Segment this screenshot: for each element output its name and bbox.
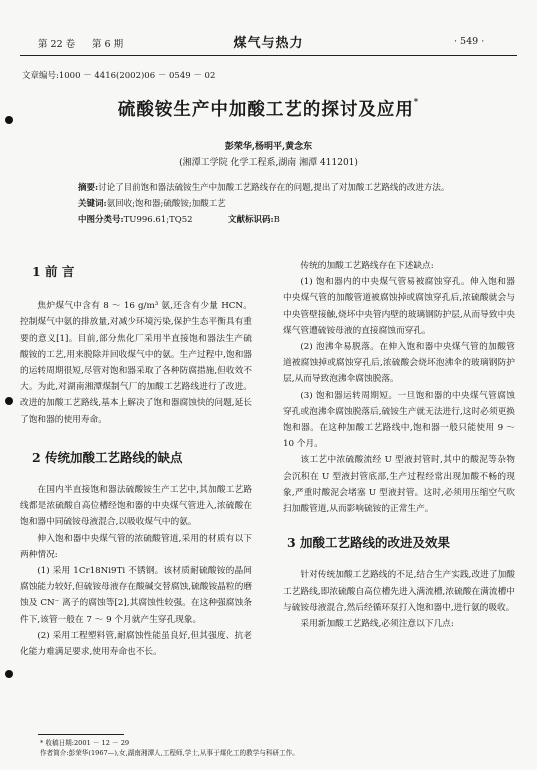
abstract: [78, 180, 473, 196]
clc-label: 中图分类号:: [78, 215, 124, 225]
paragraph: (1) 饱和器内的中央煤气管易被腐蚀穿孔。伸入饱和器中央煤气管的加酸管道被腐蚀掉或腐蚀穿孔后,浓硫酸就会与中央管壁接触,烧坏中央管内壁的玻璃钢防护层,从而导致中央煤气管遭硫铵母液的直接腐蚀而穿孔。: [283, 277, 515, 336]
keywords-label: 关键词:: [78, 199, 107, 209]
journal-name: 煤气与热力: [233, 36, 304, 51]
paragraph: (2) 泡沸伞易脱落。在伸入饱和器中央煤气管的加酸管道被腐蚀掉或腐蚀穿孔后,浓硫酸会烧坏泡沸伞的玻璃钢防护层,从而导致泡沸伞腐蚀脱落。: [283, 342, 515, 385]
binder-hole-mark: [5, 397, 13, 405]
issue-label: 第 6 期: [92, 39, 124, 50]
section-3-heading: 3 加酸工艺路线的改进及效果: [287, 535, 451, 551]
page-number: · 549 ·: [454, 36, 485, 47]
volume-label: 第 22 卷: [38, 39, 76, 50]
paragraph: 传统的加酸工艺路线存在下述缺点:: [300, 261, 434, 271]
classification: [78, 212, 473, 228]
abstract-block: [78, 180, 473, 228]
paragraph: (3) 饱和器运转周期短。一旦饱和器的中央煤气管腐蚀穿孔或泡沸伞腐蚀脱落后,硫铵生产就无法进行,这时必须更换饱和器。在这种加酸工艺路线中,饱和器一般只能使用 9 ～ 10 个月。: [283, 390, 515, 450]
paragraph: 在国内半直接饱和器法硫酸铵生产工艺中,其加酸工艺路线都是浓硫酸自高位槽经饱和器的中央煤气管进入,浓硫酸在饱和器中同硫铵母液混合,以吸收煤气中的氨。: [20, 485, 252, 528]
binder-hole-mark: [5, 670, 13, 678]
left-column: [20, 258, 252, 660]
keywords: [78, 196, 473, 212]
title-footnote-mark: *: [413, 96, 420, 106]
affiliation: (湘潭工学院 化学工程系,湖南 湘潭 411201): [179, 158, 358, 168]
paragraph: 伸入饱和器中央煤气管的浓硫酸管道,采用的材质有以下两种情况:: [20, 533, 252, 560]
clc-text: TU996.61;TQ52: [123, 215, 193, 225]
title-text: 硫酸铵生产中加酸工艺的探讨及应用: [117, 100, 414, 120]
paragraph: 焦炉煤气中含有 8 ～ 16 g/m³ 氨,还含有少量 HCN。控制煤气中氨的排放量,对减少环境污染,保护生态平衡具有重要的意义[1]。目前,部分焦化厂采用半直接饱和器法生产硫酸铵的工艺,用来脱除并回收煤气中的氨。生产过程中,饱和器的运转周期很短,尽管对饱和器采取了各种防腐措施,但收效不大。为此,对湖南湘潭煤制气厂的加酸工艺路线进行了改进。改进的加酸工艺路线,基本上解决了饱和器腐蚀快的问题,延长了饱和器的使用寿命。: [20, 301, 252, 425]
section-2-heading: 2 传统加酸工艺路线的缺点: [32, 449, 183, 465]
footnote-bio: 作者简介:彭荣华(1967—),女,湖南湘潭人,工程师,学士,从事于煤化工的教学与科研工作。: [40, 749, 299, 757]
paragraph: 采用新加酸工艺路线,必须注意以下几点:: [300, 619, 454, 630]
abstract-text: 讨论了目前饱和器法硫铵生产中加酸工艺路线存在的问题,提出了对加酸工艺路线的改进方法。: [98, 183, 450, 193]
paragraph: (2) 采用工程塑料管,耐腐蚀性能虽良好,但其强度、抗老化能力难满足要求,使用寿命也不长。: [20, 630, 252, 658]
section-1-heading: 1 前 言: [32, 264, 75, 279]
paper-title: [0, 96, 537, 121]
paragraph: (1) 采用 1Cr18Ni9Ti 不锈钢。该材质耐硫酸铵的晶间腐蚀能力较好,但硫铵母液存在酸碱交替腐蚀,硫酸铵晶粒的磨蚀及 CN⁻ 离子的腐蚀等[2],其腐蚀性较强。在这种强腐蚀条件下,该管一般在 7 ～ 9 个月就产生穿孔现象。: [20, 566, 252, 625]
doc-code-text: B: [273, 215, 280, 225]
keywords-text: 氨回收;饱和器;硫酸铵;加酸工艺: [106, 199, 226, 209]
footnote-received: * 收稿日期:2001 － 12 － 29: [40, 739, 130, 747]
article-number: 文章编号:1000 － 4416(2002)06 － 0549 － 02: [22, 71, 216, 81]
doc-code-label: 文献标识码:: [228, 215, 274, 225]
paragraph: 该工艺中浓硫酸流经 U 型液封管时,其中的酸泥等杂物会沉积在 U 型液封管底部,生产过程经常出现加酸不畅的现象,严重时酸泥会堵塞 U 型液封管。这时,必须用压缩空气吹扫加酸管道,从而影响硫铵的正常生产。: [283, 455, 515, 515]
abstract-label: 摘要:: [78, 183, 99, 193]
binder-hole-mark: [5, 116, 13, 124]
authors: 彭荣华,杨明平,黄念东: [224, 142, 313, 152]
footnote-rule: [38, 734, 124, 735]
header-rule: [20, 55, 517, 56]
paragraph: 针对传统加酸工艺路线的不足,结合生产实践,改进了加酸工艺路线,即浓硫酸自高位槽先进入满流槽,浓硫酸在满流槽中与硫铵母液混合,然后经循环泵打入饱和器中,进行氨的吸收。: [283, 570, 515, 613]
right-column: [283, 258, 515, 632]
